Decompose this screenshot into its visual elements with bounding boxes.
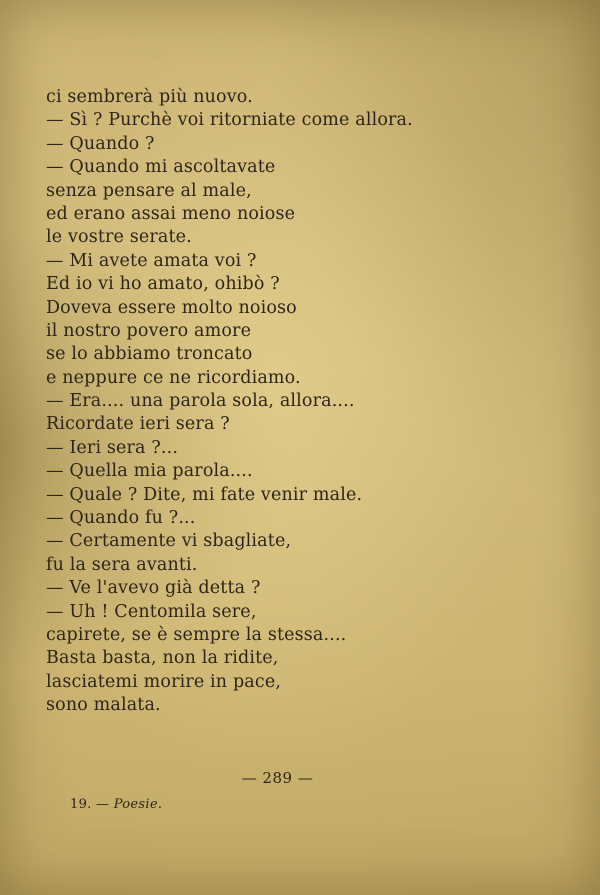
poem-line: — Ieri sera ?...: [46, 437, 179, 458]
poem-line: Doveva essere molto noioso: [46, 297, 297, 318]
poem-line: — Quando ?: [46, 133, 155, 154]
signature-title: Poesie.: [113, 797, 163, 812]
poem-line: Ricordate ieri sera ?: [46, 414, 230, 435]
signature-number: 19. —: [70, 797, 110, 812]
poem-line: fu la sera avanti.: [46, 554, 198, 575]
poem-line: — Era.... una parola sola, allora....: [46, 391, 355, 412]
poem-line: il nostro povero amore: [46, 320, 252, 341]
poem-line: — Quale ? Dite, mi fate venir male.: [46, 484, 363, 505]
poem-line: — Quando mi ascoltavate: [46, 157, 276, 178]
poem-line: le vostre serate.: [46, 227, 192, 248]
poem-line: Ed io vi ho amato, ohibò ?: [46, 274, 280, 295]
poem-line: e neppure ce ne ricordiamo.: [46, 367, 301, 388]
poem-line: — Sì ? Purchè voi ritorniate come allora.: [46, 110, 413, 131]
poem-line: capirete, se è sempre la stessa....: [46, 624, 347, 645]
poem-line: — Quella mia parola....: [46, 461, 253, 482]
poem-line: — Uh ! Centomila sere,: [46, 601, 257, 622]
poem-line: se lo abbiamo troncato: [46, 344, 253, 365]
poem-line: — Certamente vi sbagliate,: [46, 531, 292, 552]
poem-text: [46, 86, 566, 718]
poem-line: — Mi avete amata voi ?: [46, 250, 257, 271]
poem-line: lasciatemi morire in pace,: [46, 671, 282, 692]
poem-line: — Quando fu ?...: [46, 508, 196, 529]
poem-line: sono malata.: [46, 695, 161, 716]
poem-line: senza pensare al male,: [46, 180, 252, 201]
poem-line: ed erano assai meno noiose: [46, 203, 296, 224]
page-number: — 289 —: [241, 769, 314, 787]
poem-line: — Ve l'avevo già detta ?: [46, 578, 261, 599]
signature-mark: [70, 797, 162, 812]
poem-line: ci sembrerà più nuovo.: [46, 87, 253, 107]
poem-line: Basta basta, non la ridite,: [46, 648, 279, 669]
